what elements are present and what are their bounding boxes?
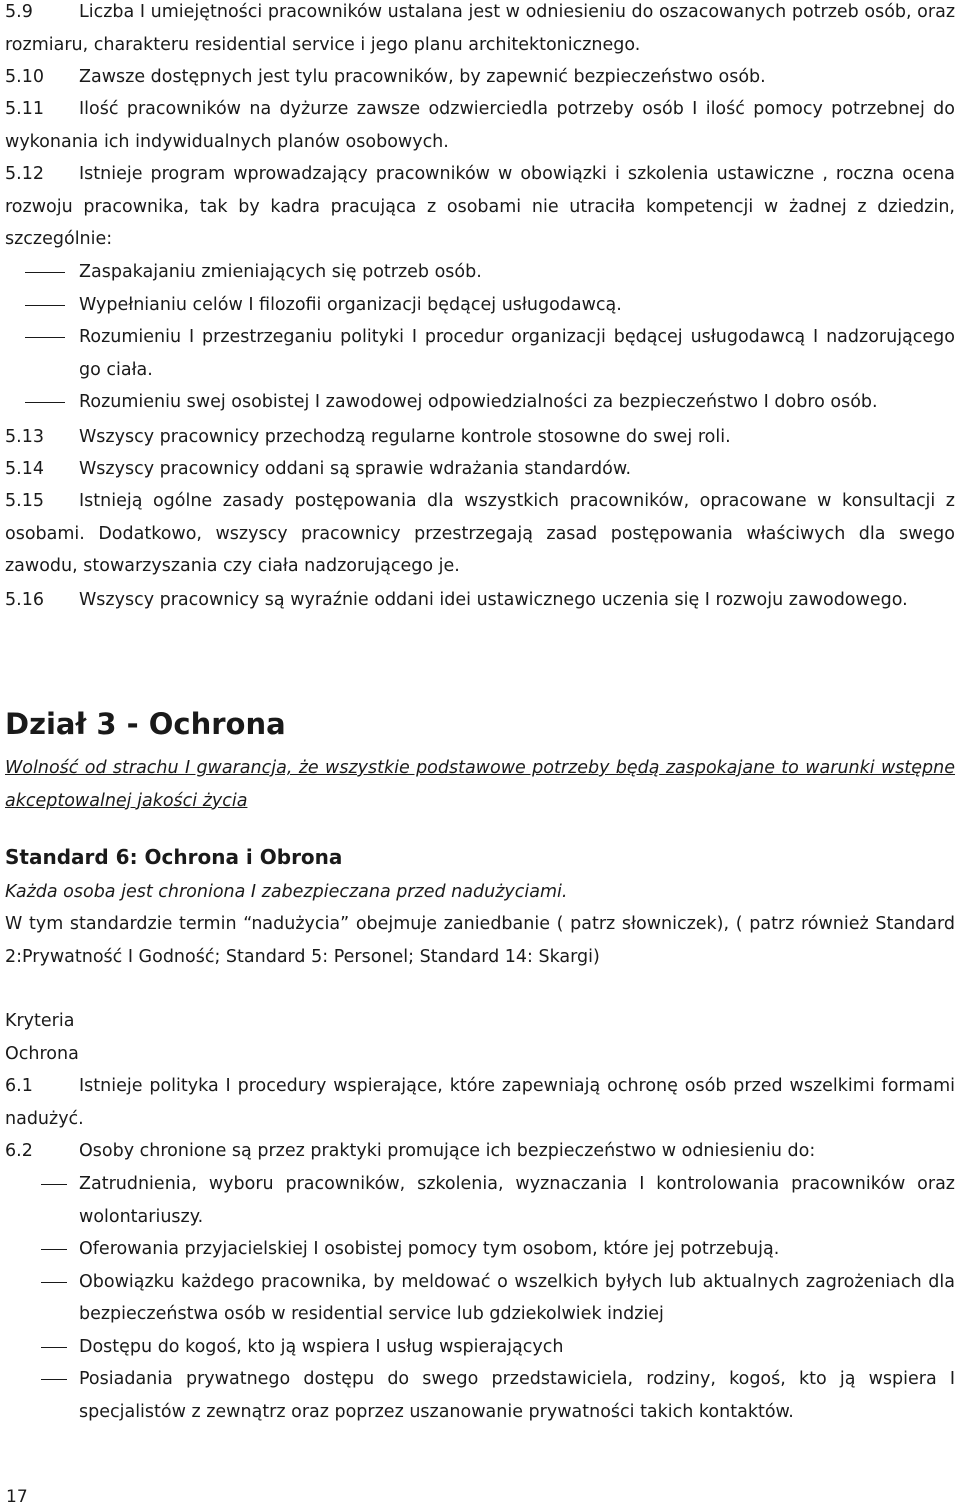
dash-marker <box>25 337 65 338</box>
dash-marker <box>41 1347 67 1348</box>
criterion-6-1 <box>5 1070 955 1135</box>
criterion-number: 5.15 <box>5 491 44 511</box>
criterion-number: 6.2 <box>5 1141 33 1161</box>
dash-marker <box>41 1282 67 1283</box>
criterion-5-15 <box>5 485 955 583</box>
bullet-item: Posiadania prywatnego dostępu do swego przedstawiciela, rodziny, kogoś, kto ją wspiera I specjalistów z zewnątrz oraz poprzez uszanowanie prywatności takich kontaktów. <box>5 1363 955 1428</box>
criterion-text: Zawsze dostępnych jest tylu pracowników, by zapewnić bezpieczeństwo osób. <box>79 67 766 87</box>
criterion-5-10 <box>5 61 955 94</box>
criterion-number: 5.16 <box>5 590 44 610</box>
criterion-5-12 <box>5 158 955 256</box>
standard-intro: W tym standardzie termin “nadużycia” obejmuje zaniedbanie ( patrz słowniczek), ( patrz również Standard 2:Prywatność I Godność; Standard 5: Personel; Standard 14: Skargi) <box>5 914 955 967</box>
dash-marker <box>25 272 65 273</box>
criterion-number: 5.10 <box>5 67 44 87</box>
page-number: 17 <box>6 1487 28 1507</box>
criterion-number: 5.9 <box>5 2 33 22</box>
bullet-item: Zaspakajaniu zmieniających się potrzeb osób. <box>5 256 955 289</box>
bullet-item: Wypełnianiu celów I filozofii organizacji będącej usługodawcą. <box>5 289 955 322</box>
criterion-text: Ilość pracowników na dyżurze zawsze odzwierciedla potrzeby osób I ilość pomocy potrzebnej do wykonania ich indywidualnych planów osobowych. <box>5 99 955 152</box>
criterion-text: Wszyscy pracownicy są wyraźnie oddani idei ustawicznego uczenia się I rozwoju zawodowego. <box>79 590 908 610</box>
dash-marker <box>25 305 65 306</box>
dash-marker <box>41 1249 67 1250</box>
section-title: Dział 3 - Ochrona <box>5 707 286 741</box>
criterion-number: 6.1 <box>5 1076 33 1096</box>
criterion-text: Istnieje polityka I procedury wspierające, które zapewniają ochronę osób przed wszelkimi formami nadużyć. <box>5 1076 955 1129</box>
standard-title: Standard 6: Ochrona i Obrona <box>5 845 343 869</box>
criterion-text: Wszyscy pracownicy oddani są sprawie wdrażania standardów. <box>79 459 632 479</box>
criterion-5-13 <box>5 421 955 454</box>
criterion-5-11 <box>5 93 955 158</box>
criterion-text: Liczba I umiejętności pracowników ustalana jest w odniesieniu do oszacowanych potrzeb osób, oraz rozmiaru, charakteru residential service i jego planu architektonicznego. <box>5 2 955 55</box>
bullet-list-5-12 <box>5 256 955 419</box>
bullet-item: Dostępu do kogoś, kto ją wspiera I usług wspierających <box>5 1331 955 1364</box>
dash-marker <box>41 1184 67 1185</box>
bullet-item: Rozumieniu I przestrzeganiu polityki I procedur organizacji będącej usługodawcą I nadzorującego go ciała. <box>5 321 955 386</box>
criterion-5-9 <box>5 0 955 61</box>
criterion-5-14 <box>5 453 955 486</box>
criterion-text: Istnieje program wprowadzający pracowników w obowiązki i szkolenia ustawiczne , roczna ocena rozwoju pracownika, tak by kadra pracująca z osobami nie utraciła kompetencji w żadnej z dziedzin, szczególnie: <box>5 164 955 249</box>
criterion-number: 5.11 <box>5 99 44 119</box>
criterion-number: 5.12 <box>5 164 44 184</box>
criterion-6-2 <box>5 1135 955 1168</box>
bullet-list-6-2 <box>5 1168 955 1428</box>
criterion-5-16 <box>5 584 955 617</box>
bullet-item: Zatrudnienia, wyboru pracowników, szkolenia, wyznaczania I kontrolowania pracowników oraz wolontariuszy. <box>5 1168 955 1233</box>
section-motto: Wolność od strachu I gwarancja, że wszystkie podstawowe potrzeby będą zaspokajane to warunki wstępne akceptowalnej jakości życia <box>5 758 955 811</box>
dash-marker <box>41 1379 67 1380</box>
bullet-item: Oferowania przyjacielskiej I osobistej pomocy tym osobom, które jej potrzebują. <box>5 1233 955 1266</box>
dash-marker <box>25 402 65 403</box>
criterion-number: 5.13 <box>5 427 44 447</box>
criteria-label: Kryteria <box>5 1011 75 1031</box>
bullet-item: Rozumieniu swej osobistej I zawodowej odpowiedzialności za bezpieczeństwo I dobro osób. <box>5 386 955 419</box>
criterion-text: Istnieją ogólne zasady postępowania dla wszystkich pracowników, opracowane w konsultacji z osobami. Dodatkowo, wszyscy pracownicy przestrzegają zasad postępowania właściwych dla swego zawodu, stowarzyszania czy ciała nadzorującego je. <box>5 491 955 576</box>
bullet-item: Obowiązku każdego pracownika, by meldować o wszelkich byłych lub aktualnych zagrożeniach dla bezpieczeństwa osób w residential service lub gdziekolwiek indziej <box>5 1266 955 1331</box>
criterion-text: Wszyscy pracownicy przechodzą regularne kontrole stosowne do swej roli. <box>79 427 731 447</box>
criterion-number: 5.14 <box>5 459 44 479</box>
standard-lead: Każda osoba jest chroniona I zabezpieczana przed nadużyciami. <box>5 882 568 902</box>
criteria-sub: Ochrona <box>5 1044 79 1064</box>
criterion-text: Osoby chronione są przez praktyki promujące ich bezpieczeństwo w odniesieniu do: <box>79 1141 816 1161</box>
